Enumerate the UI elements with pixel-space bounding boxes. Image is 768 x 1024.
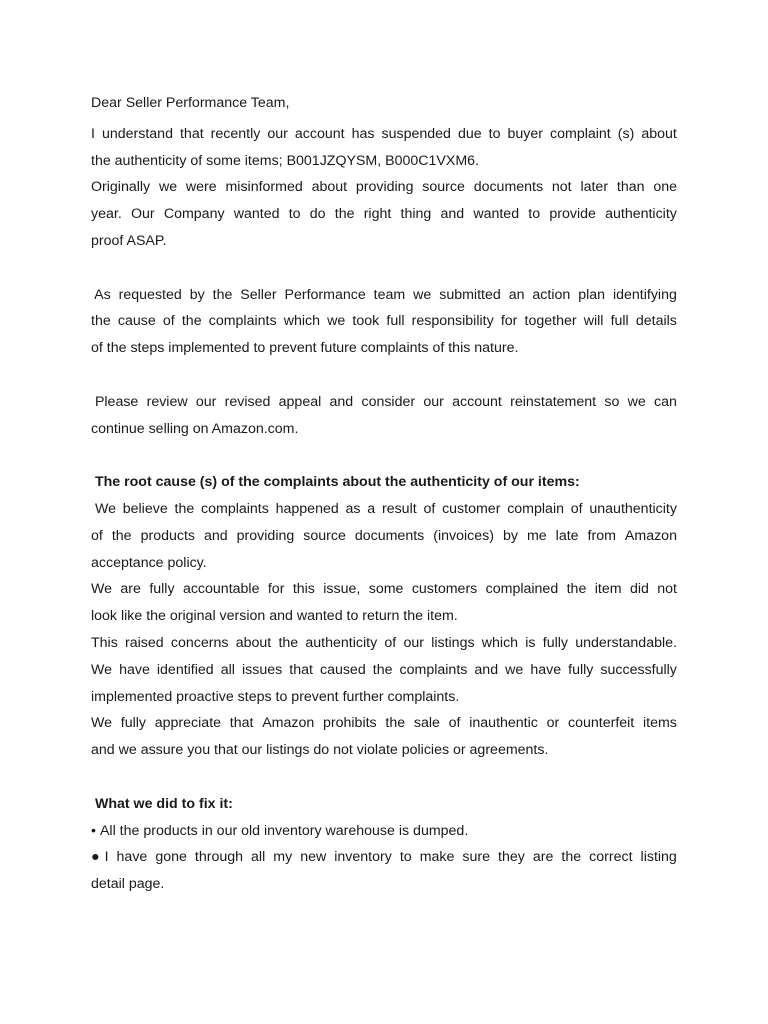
word: is	[525, 634, 536, 651]
word: counterfeit	[568, 715, 635, 732]
paragraph-gap	[91, 255, 677, 282]
word: complaints	[208, 313, 277, 330]
word: we	[158, 179, 178, 196]
word: later	[580, 179, 609, 196]
text-line	[91, 201, 677, 228]
word: to	[399, 849, 412, 866]
word: the	[111, 527, 132, 544]
word: will	[583, 313, 604, 330]
word: the	[278, 634, 299, 651]
text-line	[91, 121, 677, 148]
word: buyer	[507, 125, 543, 142]
word: our	[267, 125, 288, 142]
word: thing	[400, 206, 432, 223]
word: of	[423, 500, 436, 517]
word: full	[610, 313, 629, 330]
word: documents	[354, 527, 425, 544]
word: gone	[155, 849, 187, 866]
word: so	[604, 393, 620, 410]
text-line	[91, 523, 677, 550]
word: about	[311, 179, 348, 196]
word: the	[181, 313, 202, 330]
text-line: detail page.	[91, 876, 165, 893]
word: responsibility	[411, 313, 494, 330]
word: through	[194, 849, 244, 866]
word: appreciate	[154, 715, 222, 732]
word: Performance	[284, 286, 366, 303]
word: late	[555, 527, 579, 544]
word: complaints	[399, 661, 468, 678]
word: our	[423, 393, 444, 410]
word: believe	[122, 500, 168, 517]
word: I	[104, 849, 109, 866]
text-line: implemented proactive steps to prevent further complaints.	[91, 688, 460, 705]
word: has	[351, 125, 375, 142]
word: year.	[91, 206, 122, 223]
bullet-icon: ●	[91, 849, 100, 866]
paragraph-gap	[91, 764, 677, 791]
word: Originally	[91, 179, 151, 196]
word: We	[91, 661, 113, 678]
word: misinformed	[225, 179, 303, 196]
word: cause	[117, 313, 156, 330]
bullet-icon: •	[91, 822, 96, 839]
word: by	[189, 286, 205, 303]
word: an	[508, 286, 525, 303]
word: and	[474, 661, 499, 678]
word: We	[91, 581, 113, 598]
word: complain	[507, 500, 564, 517]
word: that	[289, 661, 313, 678]
word: the	[385, 715, 406, 732]
word: for	[267, 581, 285, 598]
word: all	[251, 849, 266, 866]
word: This	[91, 634, 118, 651]
list-item-text	[105, 844, 677, 871]
word: We	[91, 715, 113, 732]
text-line: the authenticity of some items; B001JZQYSM, B000C1VXM6.	[91, 152, 479, 169]
word: not	[657, 581, 677, 598]
word: have	[530, 661, 562, 678]
word: account	[452, 393, 502, 410]
word: of	[570, 500, 583, 517]
word: right	[363, 206, 392, 223]
word: concerns	[170, 634, 229, 651]
word: the	[372, 661, 393, 678]
word: complaint	[550, 125, 611, 142]
word: this	[292, 581, 315, 598]
word: all	[220, 661, 235, 678]
text-line: continue selling on Amazon.com.	[91, 420, 299, 437]
word: understand	[101, 125, 173, 142]
word: about	[641, 125, 677, 142]
word: by	[502, 527, 518, 544]
word: to	[488, 125, 501, 142]
word: complaints	[201, 500, 269, 517]
word: can	[654, 393, 677, 410]
word: our	[403, 634, 424, 651]
word: details	[635, 313, 677, 330]
word: about	[235, 634, 272, 651]
text-line	[91, 657, 677, 684]
paragraph-review-request	[91, 389, 677, 443]
text-line: of the steps implemented to prevent future complaints of this nature.	[91, 340, 519, 357]
salutation: Dear Seller Performance Team,	[91, 95, 290, 111]
text-line	[91, 308, 677, 335]
word: to	[528, 206, 541, 223]
word: and	[329, 393, 354, 410]
word: make	[419, 849, 455, 866]
word: sale	[413, 715, 440, 732]
word: the	[174, 500, 195, 517]
word: of	[162, 313, 175, 330]
word: happened	[275, 500, 339, 517]
word: identifying	[612, 286, 677, 303]
word: I	[91, 125, 95, 142]
word: provide	[549, 206, 596, 223]
word: fully	[568, 661, 594, 678]
word: accountable	[182, 581, 260, 598]
word: recently	[210, 125, 261, 142]
word: plan	[578, 286, 606, 303]
paragraph-account-suspension	[91, 121, 677, 255]
word: we	[627, 393, 646, 410]
word: listing	[640, 849, 677, 866]
word: new	[300, 849, 327, 866]
word: wanted	[233, 206, 280, 223]
text-line: acceptance policy.	[91, 554, 207, 571]
letter-body	[91, 90, 677, 898]
text-line	[91, 576, 677, 603]
word: Seller	[240, 286, 277, 303]
word: complained	[485, 581, 559, 598]
word: do	[309, 206, 326, 223]
word: together	[524, 313, 577, 330]
word: were	[185, 179, 217, 196]
word: some	[368, 581, 404, 598]
word: issue,	[323, 581, 361, 598]
word: than	[616, 179, 645, 196]
word: customer	[442, 500, 501, 517]
word: a	[367, 500, 376, 517]
word: submitted	[439, 286, 501, 303]
word: did	[629, 581, 649, 598]
word: me	[526, 527, 547, 544]
word: appeal	[278, 393, 322, 410]
list-item	[91, 818, 677, 845]
list-item	[91, 844, 677, 871]
word: that	[229, 715, 254, 732]
word: Company	[163, 206, 225, 223]
word: authenticity	[605, 206, 677, 223]
word: fully	[149, 581, 175, 598]
word: are	[120, 581, 141, 598]
word: my	[273, 849, 293, 866]
word: customers	[411, 581, 478, 598]
word: and	[440, 206, 465, 223]
word: unauthenticity	[589, 500, 677, 517]
word: (s)	[617, 125, 635, 142]
word: fully	[542, 634, 568, 651]
word: Our	[130, 206, 155, 223]
word: the	[91, 313, 111, 330]
word: the	[561, 849, 582, 866]
word: have	[116, 849, 148, 866]
word: the	[566, 581, 587, 598]
word: Amazon	[624, 527, 677, 544]
word: inauthentic	[469, 715, 538, 732]
text-line: look like the original version and wanted to return the item.	[91, 608, 458, 625]
word: we	[413, 286, 432, 303]
word: which	[481, 634, 519, 651]
word: that	[179, 125, 204, 142]
word: or	[546, 715, 560, 732]
word: understandable.	[575, 634, 677, 651]
word: fully	[120, 715, 147, 732]
word: which	[283, 313, 320, 330]
word: correct	[589, 849, 633, 866]
word: are	[532, 849, 554, 866]
word: (invoices)	[433, 527, 494, 544]
word: providing	[236, 527, 295, 544]
word: not	[551, 179, 572, 196]
word: we	[505, 661, 524, 678]
word: reinstatement	[510, 393, 597, 410]
word: of	[91, 527, 103, 544]
section-heading: What we did to fix it:	[91, 795, 233, 812]
word: Amazon	[262, 715, 315, 732]
word: action	[532, 286, 571, 303]
paragraph-gap	[91, 362, 677, 389]
word: they	[498, 849, 525, 866]
word: for	[500, 313, 518, 330]
word: inventory	[334, 849, 392, 866]
word: due	[457, 125, 482, 142]
text-line: and we assure you that our listings do not violate policies or agreements.	[91, 742, 549, 759]
word: we	[327, 313, 346, 330]
word: to	[288, 206, 301, 223]
word: sure	[462, 849, 491, 866]
word: the	[212, 286, 233, 303]
word: issues	[241, 661, 283, 678]
word: as	[345, 500, 361, 517]
word: We	[91, 500, 116, 517]
word: raised	[125, 634, 164, 651]
word: from	[587, 527, 616, 544]
word: providing	[355, 179, 414, 196]
text-line	[91, 282, 677, 309]
text-line	[91, 630, 677, 657]
section-fix	[91, 791, 677, 898]
section-root-cause	[91, 469, 677, 764]
text-line	[91, 174, 677, 201]
paragraph-gap	[91, 442, 677, 469]
word: documents	[473, 179, 544, 196]
word: of	[384, 634, 397, 651]
word: consider	[361, 393, 416, 410]
word: and	[204, 527, 228, 544]
word: the	[334, 206, 355, 223]
word: one	[653, 179, 677, 196]
word: account	[294, 125, 345, 142]
word: listings	[431, 634, 475, 651]
word: authenticity	[305, 634, 378, 651]
text-line	[91, 710, 677, 737]
word: identified	[156, 661, 214, 678]
list-item-text: All the products in our old inventory warehouse is dumped.	[99, 822, 469, 839]
section-heading: The root cause (s) of the complaints about the authenticity of our items:	[91, 474, 580, 491]
word: Please	[91, 393, 139, 410]
word: full	[386, 313, 405, 330]
word: our	[195, 393, 217, 410]
word: review	[146, 393, 188, 410]
word: have	[119, 661, 150, 678]
word: wanted	[473, 206, 520, 223]
word: source	[303, 527, 346, 544]
word: item	[594, 581, 622, 598]
word: took	[352, 313, 380, 330]
word: items	[643, 715, 677, 732]
text-line: proof ASAP.	[91, 232, 167, 249]
word: successfully	[600, 661, 677, 678]
paragraph-action-plan	[91, 282, 677, 362]
text-line	[91, 496, 677, 523]
word: products	[140, 527, 195, 544]
word: result	[381, 500, 417, 517]
word: of	[448, 715, 461, 732]
word: team	[373, 286, 406, 303]
text-line	[91, 389, 677, 416]
word: revised	[224, 393, 271, 410]
word: As	[91, 286, 111, 303]
word: requested	[118, 286, 182, 303]
word: caused	[319, 661, 366, 678]
word: source	[422, 179, 465, 196]
word: suspended	[381, 125, 451, 142]
word: prohibits	[323, 715, 377, 732]
